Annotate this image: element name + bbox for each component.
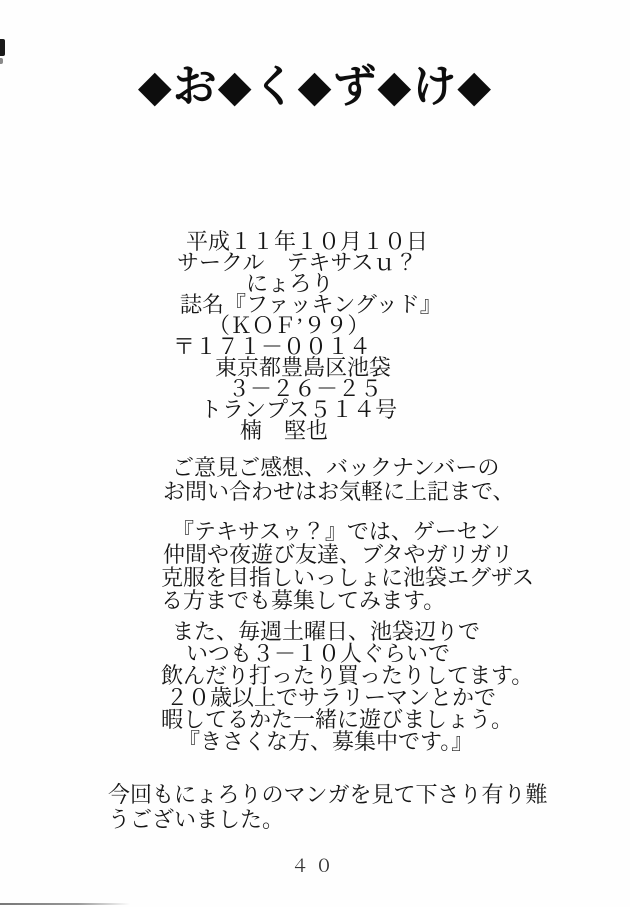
meetup-block [0, 621, 630, 753]
scan-artifact-bottom-line [0, 903, 130, 905]
contact-note-block [0, 456, 630, 504]
contact-note-line: お問い合わせはお気軽に上記まで、 [163, 479, 515, 504]
closing-thanks-line: 今回もにょろりのマンガを見て下さり有り難 [108, 782, 548, 807]
colophon-postal-code: 〒１７１－００１４ [173, 334, 372, 359]
colophon-address-number: ３－２６－２５ [228, 376, 383, 401]
meetup-line: また、毎週土曜日、池袋辺りで [172, 619, 481, 644]
meetup-line: 『きさくな方、募集中です。』 [178, 729, 474, 754]
colophon-circle-name: サークル テキサスｕ？ [177, 250, 418, 275]
recruitment-block [0, 520, 630, 612]
recruitment-line: 仲間や夜遊び友達、ブタやガリガリ [163, 542, 514, 567]
scan-artifact-left-edge-mark [0, 39, 5, 56]
meetup-line: ２０歳以上でサラリーマンとかで [166, 685, 497, 710]
meetup-line: 暇してるかた一緒に遊びましょう。 [161, 707, 514, 732]
colophon-game-title: （ＫＯＦ’９９） [208, 313, 370, 338]
contact-note-line: ご意見ご感想、バックナンバーの [172, 455, 500, 480]
closing-thanks-block [0, 782, 630, 832]
page-title: ◆お◆く◆ず◆け◆ [137, 61, 493, 112]
meetup-line: 飲んだり打ったり買ったりしてます。 [161, 663, 534, 688]
colophon-address-building: トランプス５１４号 [200, 397, 398, 422]
colophon-contact-person: 楠 堅也 [240, 418, 329, 443]
meetup-line: いつも３－１０人ぐらいで [186, 641, 451, 666]
recruitment-line: る方までも募集してみます。 [161, 588, 446, 613]
colophon-date: 平成１１年１０月１０日 [186, 229, 429, 254]
colophon-author-name: にょろり [246, 271, 334, 296]
colophon-block [0, 231, 630, 441]
scan-artifact-left-edge-smudge [0, 58, 3, 64]
recruitment-line: 克服を目指しいっしょに池袋エグザス [161, 565, 535, 590]
closing-thanks-line: うございました。 [108, 807, 285, 832]
colophon-book-title: 誌名『ファッキングッド』 [180, 292, 442, 317]
recruitment-line: 『テキサスゥ？』では、ゲーセン [172, 519, 501, 544]
colophon-address-city: 東京都豊島区池袋 [215, 355, 392, 380]
page-number: ４０ [291, 856, 339, 876]
